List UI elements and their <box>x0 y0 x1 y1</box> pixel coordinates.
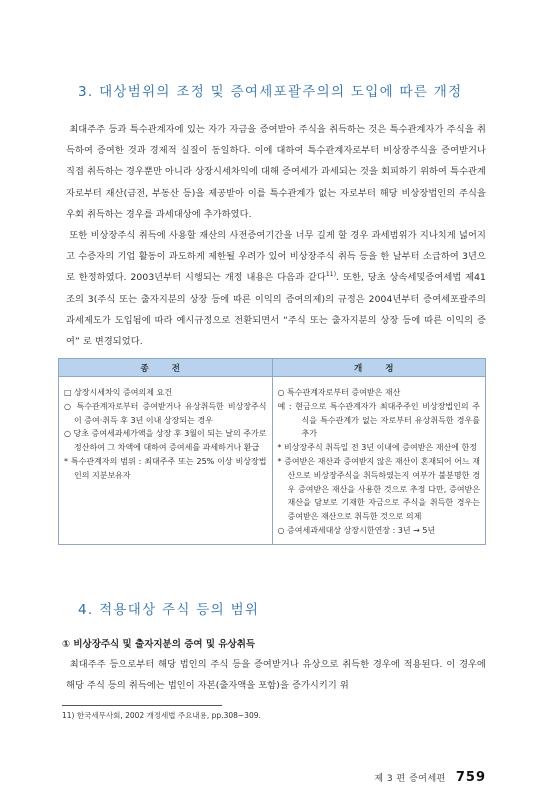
before-line: □ 상장시세차익 증여의제 요건 <box>64 388 172 397</box>
column-header-after: 개 정 <box>272 359 486 377</box>
cell-after <box>272 377 486 545</box>
paragraph-3 <box>66 654 486 696</box>
paragraph-2-text-b: . 또한, 당초 상속세및증여세법 제41조의 3(주식 또는 출자지분의 상장 등에 따른 이익의 증여의제)의 규정은 2004년부터 증여세포괄주의 과세제도가 도입됨에 따라 예시규정으로 전환되면서 “주식 또는 출자지분의 상장 등에 따른 이익의 증여” 로 변경되었다. <box>66 272 486 348</box>
paragraph-1-text: 최대주주 등과 특수관계자에 있는 자가 자금을 증여받아 주식을 취득하는 것은 특수관계자가 주식을 취득하여 증여한 것과 경제적 실질이 동일하다. 이에 대하여 특수관계자로부터 비상장주식을 증여받거나 직접 취득하는 경우뿐만 아니라 상장시세차익에 대해 증여세가 과세되는 것을 회피하기 위하여 특수관계자로부터 재산(금전, 부동산 등)을 제공받아 이를 특수관계가 없는 자로부터 해당 비상장법인의 주식을 우회 취득하는 경우를 과세대상에 추가하였다. <box>66 124 486 220</box>
paragraph-3-text: 최대주주 등으로부터 해당 법인의 주식 등을 증여받거나 유상으로 취득한 경우에 적용된다. 이 경우에 해당 주식 등의 취득에는 법인이 자본(출자액을 포함)을 증가시키기 위 <box>66 659 486 692</box>
after-line: * 증여받은 재산과 증여받지 않은 재산이 혼재되어 어느 재산으로 비상장주식을 취득하였는지 여부가 불분명한 경우 증여받은 재산을 사용한 것으로 추정 다만, 증여받은 재산을 담보로 기재한 자금으로 주식을 취득한 경우는 증여받은 재산으로 취득한 것으로 의제 <box>277 456 483 522</box>
cell-before <box>59 377 273 545</box>
page-footer <box>374 770 486 785</box>
page-number: 759 <box>455 770 486 785</box>
before-line: * 특수관계자의 범위 : 최대주주 또는 25% 이상 비상장법인의 지분보유자 <box>64 456 267 480</box>
footer-section-label: 제 3 편 증여세편 <box>374 774 446 784</box>
after-line: ○ 특수관계자로부터 증여받은 재산 <box>277 388 401 397</box>
after-line: * 비상장주식 취득일 전 3년 이내에 증여받은 재산에 한정 <box>277 443 477 453</box>
section-heading-3: 3. 대상범위의 조정 및 증여세포괄주의의 도입에 따른 개정 <box>78 84 463 100</box>
section-heading-4: 4. 적용대상 주식 등의 범위 <box>78 602 260 618</box>
after-line: 예 : 현금으로 특수관계자가 최대주주인 비상장법인의 주식을 특수관계가 없는 자로부터 유상취득한 경우를 추가 <box>277 401 483 439</box>
table-header-row <box>59 359 486 377</box>
column-header-before: 종 전 <box>59 359 273 377</box>
paragraph-1 <box>66 119 486 225</box>
paragraph-2-text-a: 또한 비상장주식 취득에 사용할 재산의 사전증여기간을 너무 길게 할 경우 과세범위가 지나치게 넓어지고 수증자의 기업 활동이 과도하게 제한될 우려가 있어 비상장주식 취득 등을 한 날부터 소급하여 3년으로 한정하였다. 2003년부터 시행되는 개정 내용은 다음과 같다 <box>66 230 486 284</box>
subheading-1: ① 비상장주식 및 출자지분의 증여 및 유상취득 <box>62 639 256 650</box>
after-line: ○ 증여세과세대상 상장시한연장 : 3년 → 5년 <box>277 525 436 535</box>
before-line: ○ 특수관계자로부터 증여받거나 유상취득한 비상장주식이 증여·취득 후 3년 이내 상장되는 경우 <box>64 401 267 425</box>
footnote-divider <box>62 705 222 706</box>
before-line: ○ 당초 증여세과세가액을 상장 후 3월이 되는 날의 주가로 정산하여 그 차액에 대하여 증여세를 과세하거나 환급 <box>64 429 270 453</box>
comparison-table <box>58 358 486 545</box>
footnote-ref: 11) <box>325 271 337 279</box>
footnote: 11) 한국세무사회, 2002 개정세법 주요내용, pp.308~309. <box>62 711 261 720</box>
table-row <box>59 377 486 545</box>
paragraph-2 <box>66 225 486 352</box>
